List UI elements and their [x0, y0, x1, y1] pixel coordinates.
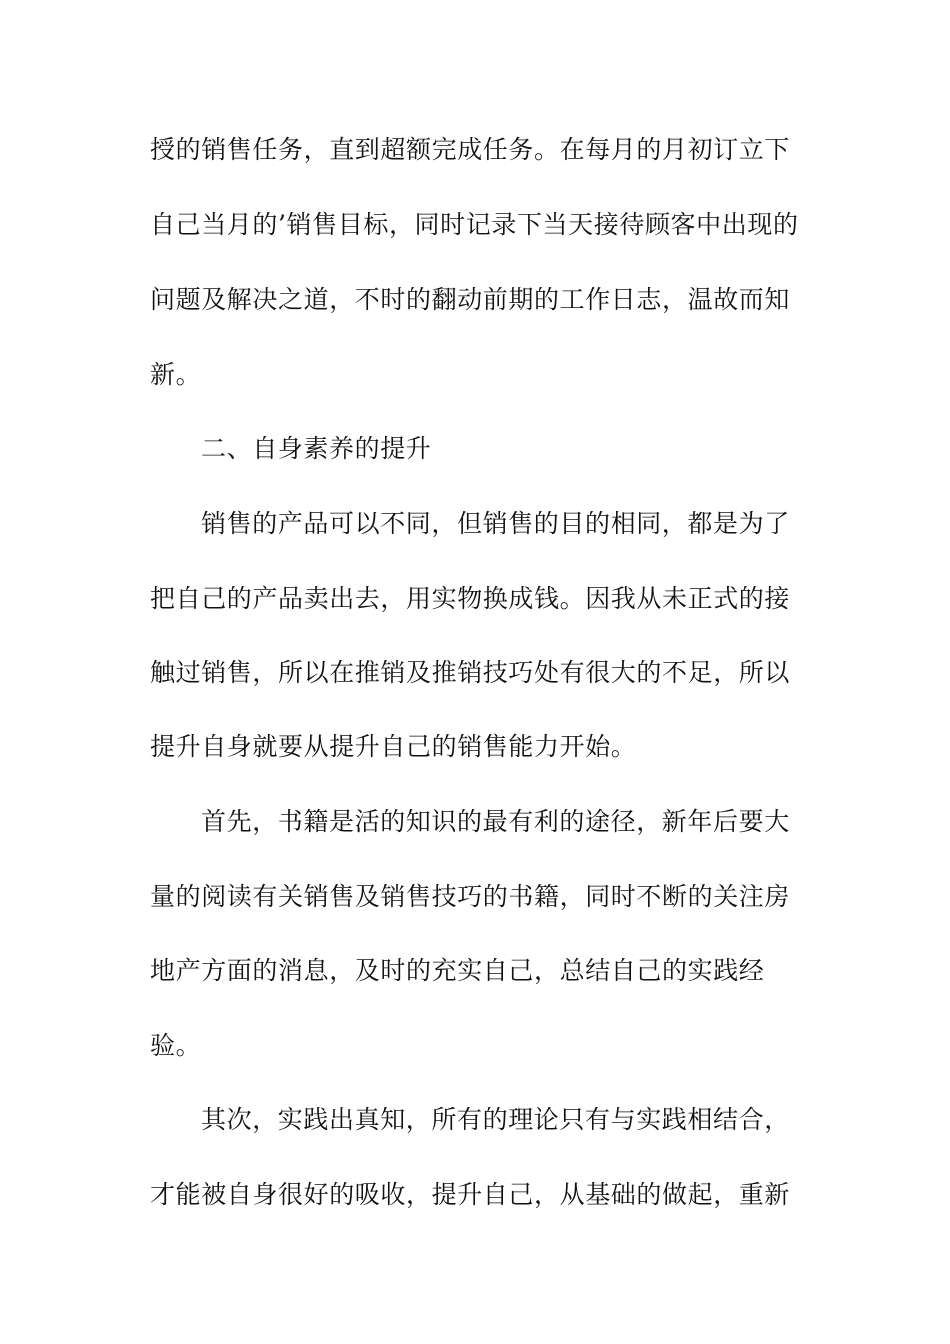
text-line: 把自己的产品卖出去，用实物换成钱。因我从未正式的接: [150, 584, 791, 613]
text-line: 首先，书籍是活的知识的最有利的途径，新年后要大: [201, 807, 790, 836]
text-line: 授的销售任务，直到超额完成任务。在每月的月初订立下: [150, 135, 791, 164]
text-line: 量的阅读有关销售及销售技巧的书籍，同时不断的关注房: [150, 882, 791, 911]
text-line: 触过销售，所以在推销及推销技巧处有很大的不足，所以: [150, 658, 791, 687]
text-line: 提升自身就要从提升自己的销售能力开始。: [150, 732, 637, 761]
text-line: 问题及解决之道，不时的翻动前期的工作日志，温故而知: [150, 285, 791, 314]
text-line: 地产方面的消息，及时的充实自己，总结自己的实践经: [150, 956, 765, 985]
text-line: 销售的产品可以不同，但销售的目的相同，都是为了: [201, 509, 790, 538]
text-line: 新。: [150, 360, 202, 389]
text-line: 自己当月的’销售目标，同时记录下当天接待顾客中出现的: [150, 210, 799, 239]
text-line: 验。: [150, 1031, 202, 1060]
text-line: 才能被自身很好的吸收，提升自己，从基础的做起，重新: [150, 1180, 791, 1209]
text-line: 其次，实践出真知，所有的理论只有与实践相结合，: [201, 1105, 790, 1134]
section-heading: 二、自身素养的提升: [201, 434, 432, 463]
